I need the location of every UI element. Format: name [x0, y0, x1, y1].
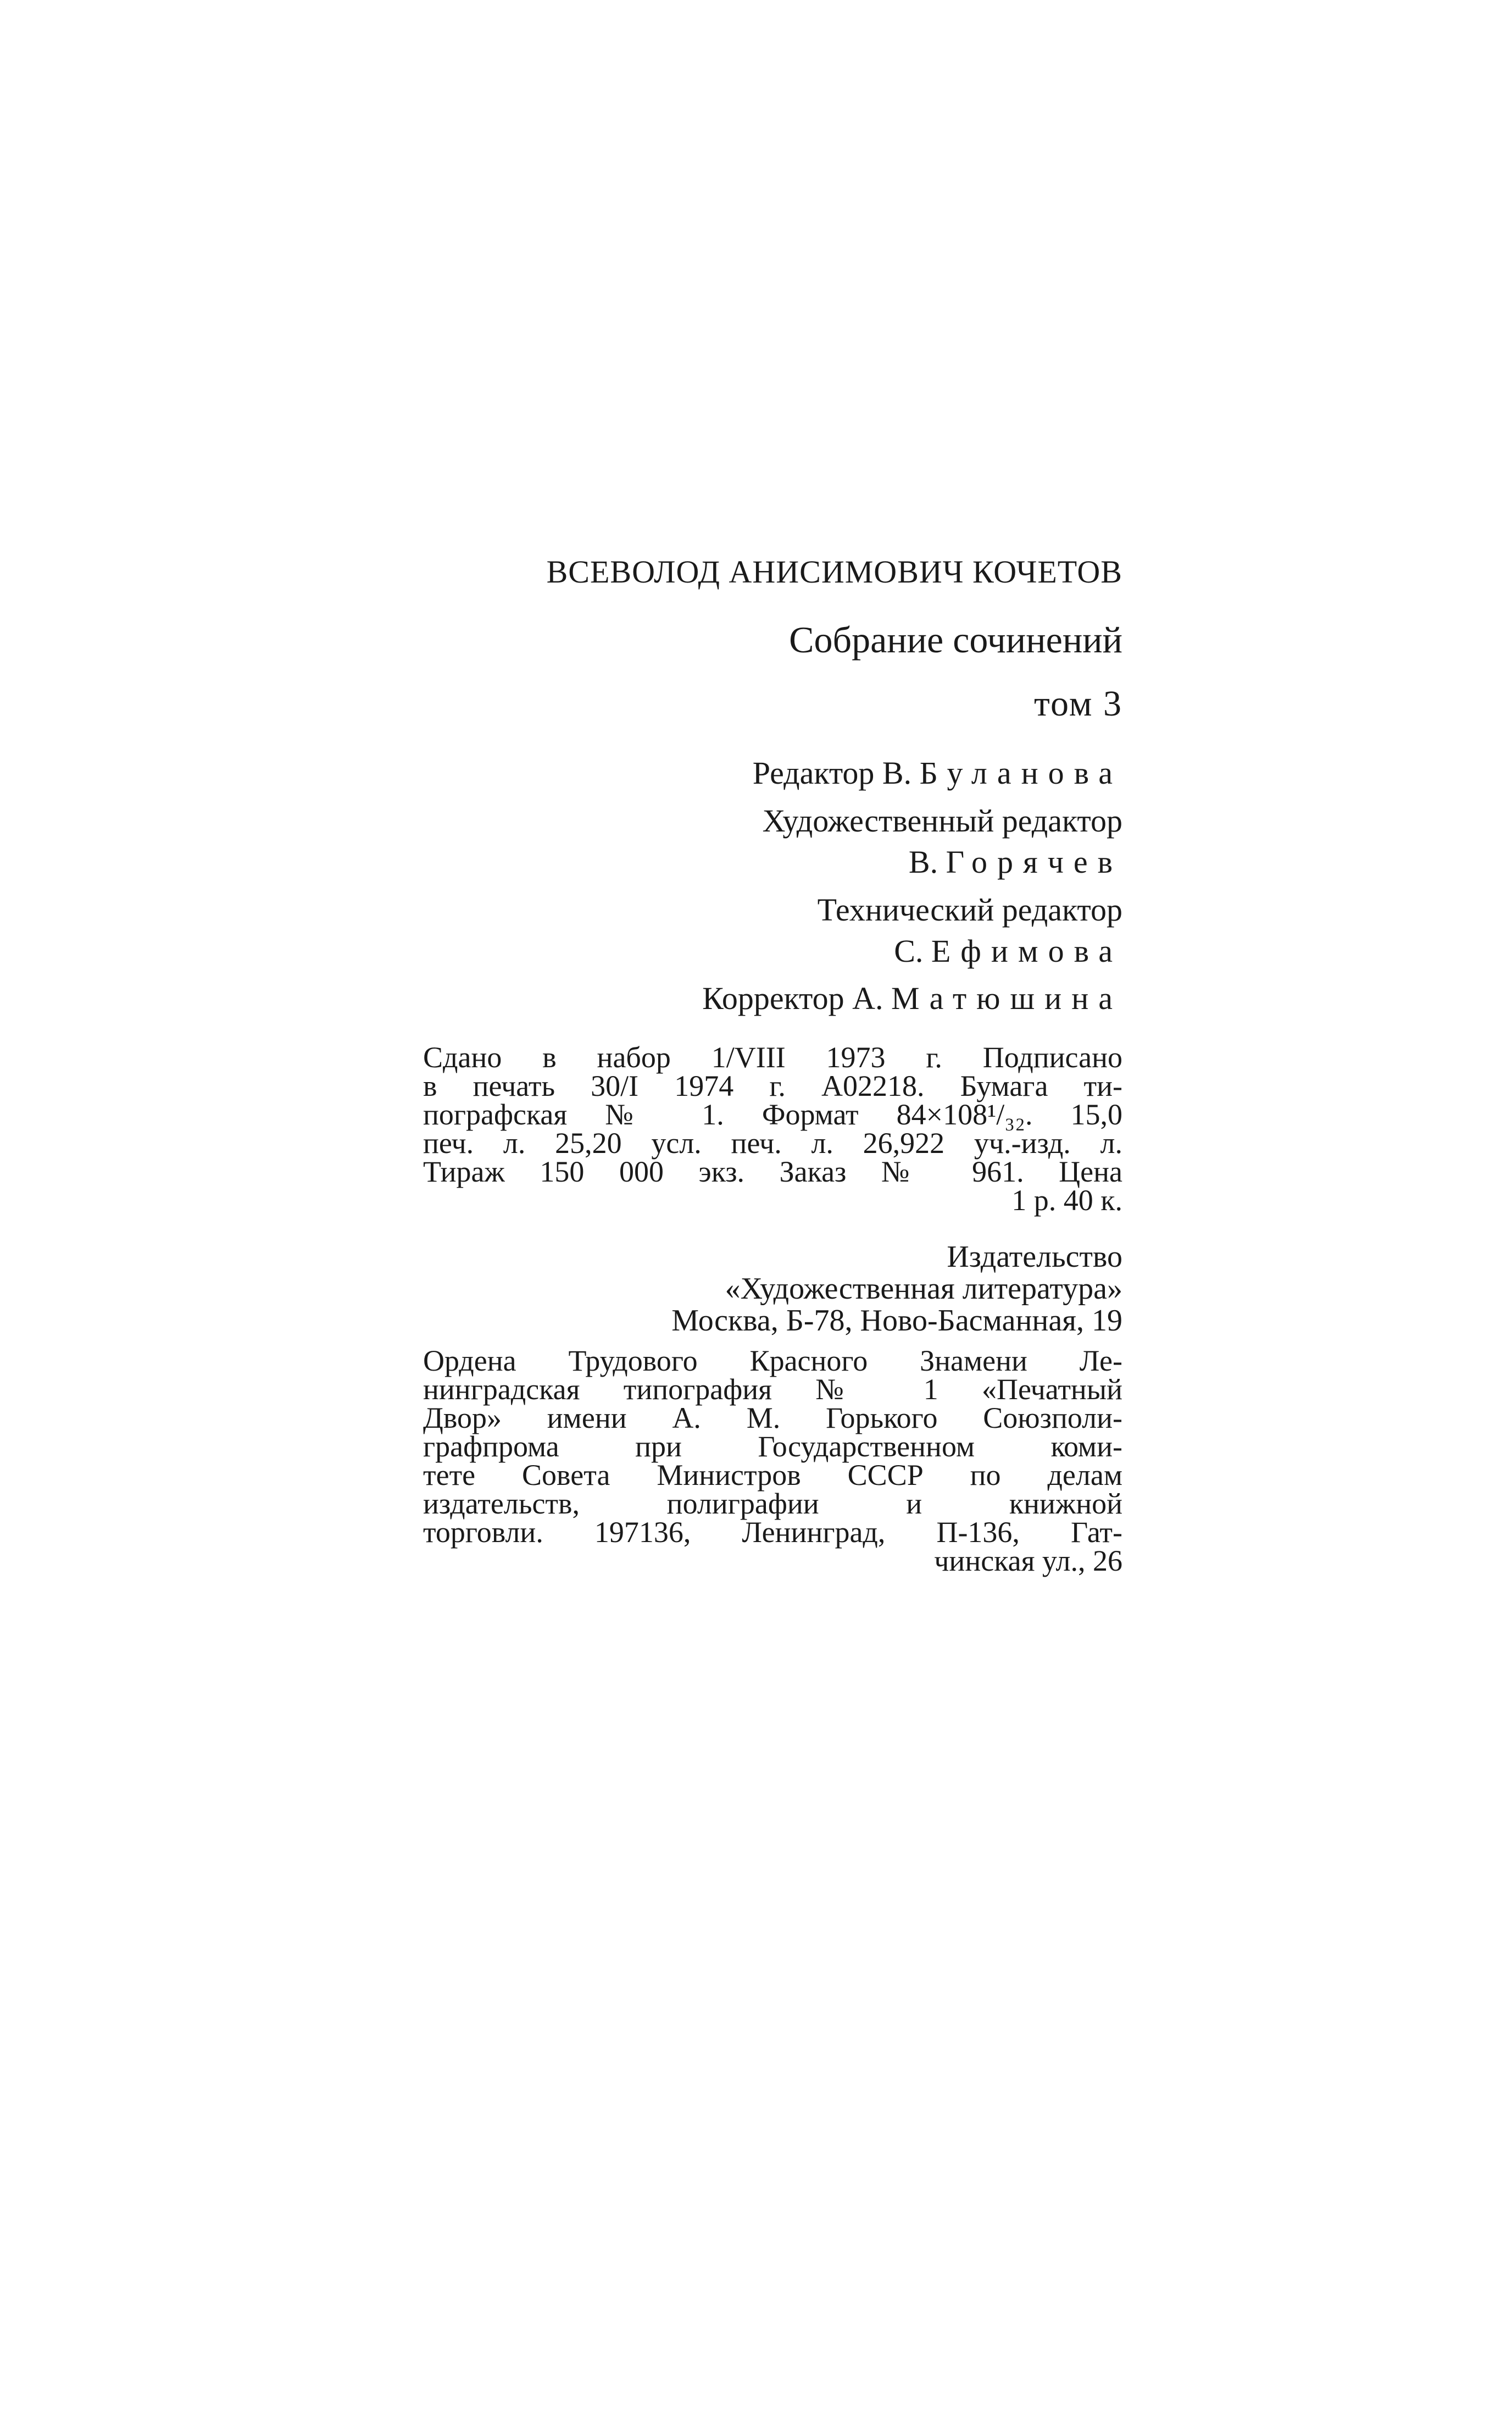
proofreader-credit: [573, 980, 1122, 1016]
tech-editor-name: Ефимова: [931, 933, 1122, 969]
printer-line: торговли. 197136, Ленинград, П-136, Гат-: [423, 1516, 1122, 1549]
editor-role: Редактор В.: [752, 755, 912, 791]
collection-title: Собрание сочинений: [789, 619, 1122, 661]
author-name: ВСЕВОЛОД АНИСИМОВИЧ КОЧЕТОВ: [546, 554, 1122, 590]
art-editor-role: Художественный редактор: [762, 803, 1122, 839]
tech-editor-role: Технический редактор: [817, 892, 1122, 928]
imprint-line: в печать 30/I 1974 г. А02218. Бумага ти-: [423, 1069, 1122, 1102]
editor-name: Буланова: [919, 755, 1122, 791]
printer-line: тете Совета Министров СССР по делам: [423, 1459, 1122, 1492]
printer-line: издательств, полиграфии и книжной: [423, 1487, 1122, 1520]
tech-editor-initial: С.: [894, 933, 924, 969]
printer-block: [423, 1346, 1122, 1575]
publisher-name: «Художественная литература»: [725, 1272, 1122, 1306]
printer-line: Ордена Трудового Красного Знамени Ле-: [423, 1344, 1122, 1377]
tech-editor-credit: [573, 935, 1122, 967]
art-editor-name: Горячев: [946, 844, 1122, 880]
imprint-line: Сдано в набор 1/VIII 1973 г. Подписано: [423, 1041, 1122, 1074]
art-editor-initial: В.: [908, 844, 938, 880]
printer-line: Двор» имени А. М. Горького Союзполи-: [423, 1401, 1122, 1434]
printer-line: графпрома при Государственном коми-: [423, 1430, 1122, 1463]
imprint-price: 1 р. 40 к.: [1011, 1184, 1122, 1217]
publisher-label: Издательство: [947, 1240, 1122, 1274]
imprint-line: Тираж 150 000 экз. Заказ № 961. Цена: [423, 1155, 1122, 1188]
imprint-line: пографская № 1. Формат 84×108¹/₃₂. 15,0: [423, 1098, 1122, 1131]
printer-line: чинская ул., 26: [934, 1544, 1122, 1577]
proofreader-role: Корректор А.: [702, 980, 883, 1016]
imprint-line: печ. л. 25,20 усл. печ. л. 26,922 уч.-изд. л.: [423, 1127, 1122, 1160]
proofreader-name: Матюшина: [891, 980, 1122, 1016]
volume-number: том 3: [1034, 684, 1122, 724]
art-editor-credit: [573, 846, 1122, 878]
publisher-block: [494, 1241, 1122, 1337]
imprint-block: [423, 1043, 1122, 1215]
editor-credit: [573, 757, 1122, 789]
publisher-address: Москва, Б-78, Ново-Басманная, 19: [671, 1304, 1122, 1338]
printer-line: нинградская типография № 1 «Печатный: [423, 1373, 1122, 1406]
